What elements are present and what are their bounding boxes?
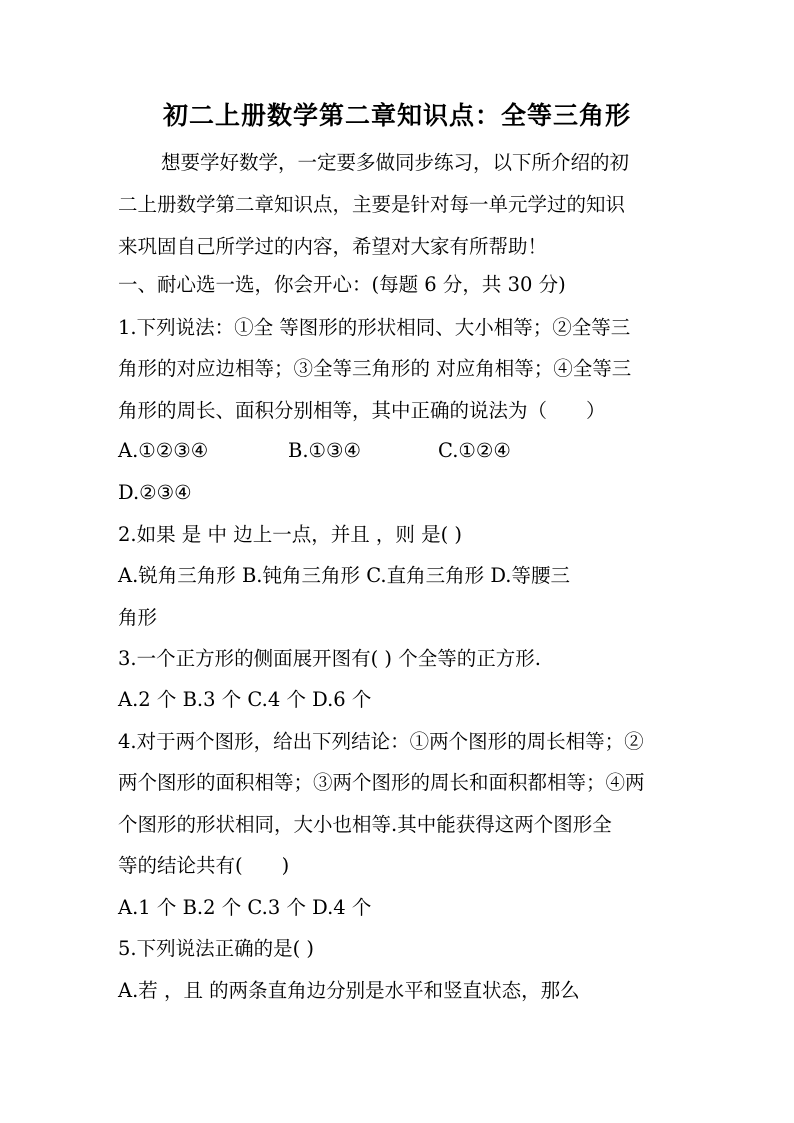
intro-line-3: 来巩固自己所学过的内容，希望对大家有所帮助！ bbox=[118, 235, 548, 258]
q1-option-c: C.①②④ bbox=[438, 439, 511, 462]
q4-line-3: 个图形的形状相同，大小也相等.其中能获得这两个图形全 bbox=[118, 813, 612, 836]
q4-line-4: 等的结论共有( ) bbox=[118, 854, 290, 877]
page-title: 初二上册数学第二章知识点：全等三角形 bbox=[162, 101, 631, 130]
q3-options: A.2 个 B.3 个 C.4 个 D.6 个 bbox=[118, 688, 372, 711]
q2-options: A.锐角三角形 B.钝角三角形 C.直角三角形 D.等腰三 bbox=[118, 564, 570, 587]
q4-line-1: 4.对于两个图形，给出下列结论：①两个图形的周长相等；② bbox=[118, 730, 644, 753]
q1-option-d: D.②③④ bbox=[118, 481, 192, 504]
q1-option-b: B.①③④ bbox=[288, 439, 361, 462]
q2-options-cont: 角形 bbox=[118, 606, 158, 629]
q4-line-2: 两个图形的面积相等；③两个图形的周长和面积都相等；④两 bbox=[118, 771, 645, 794]
intro-line-2: 二上册数学第二章知识点，主要是针对每一单元学过的知识 bbox=[118, 193, 626, 216]
q5-option-a: A.若 ，且 的两条直角边分别是水平和竖直状态，那么 bbox=[118, 979, 580, 1002]
section-heading: 一、耐心选一选，你会开心：(每题 6 分，共 30 分) bbox=[118, 273, 566, 296]
q4-options: A.1 个 B.2 个 C.3 个 D.4 个 bbox=[118, 896, 372, 919]
intro-line-1: 想要学好数学，一定要多做同步练习，以下所介绍的初 bbox=[161, 151, 630, 174]
q3-stem: 3.一个正方形的侧面展开图有( ) 个全等的正方形. bbox=[118, 647, 541, 670]
q1-line-1: 1.下列说法：①全 等图形的形状相同、大小相等；②全等三 bbox=[118, 316, 631, 339]
q2-stem: 2.如果 是 中 边上一点，并且 ，则 是( ) bbox=[118, 523, 463, 546]
q1-line-2: 角形的对应边相等；③全等三角形的 对应角相等；④全等三 bbox=[118, 357, 632, 380]
q5-stem: 5.下列说法正确的是( ) bbox=[118, 937, 315, 960]
q1-line-3: 角形的周长、面积分别相等，其中正确的说法为（ ） bbox=[118, 399, 606, 422]
q1-option-a: A.①②③④ bbox=[118, 439, 209, 462]
